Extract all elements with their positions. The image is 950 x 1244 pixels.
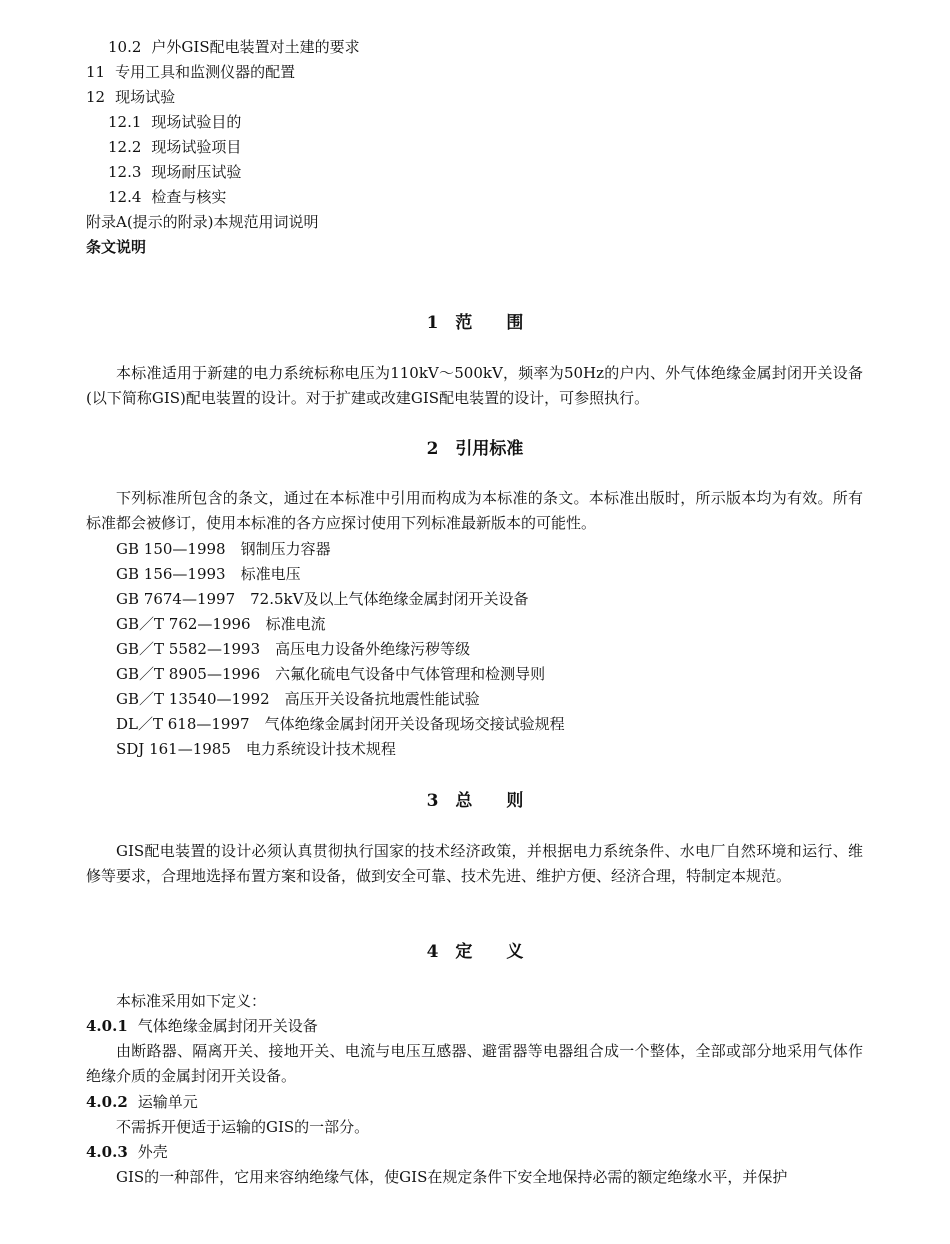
standard-item: GB 7674—1997 72.5kV及以上气体绝缘金属封闭开关设备 bbox=[116, 590, 529, 608]
section-heading: 3 总 则 bbox=[426, 791, 524, 811]
toc-item-appendix[interactable]: 附录A(提示的附录)本规范用词说明 bbox=[86, 213, 319, 231]
section-body: 本标准适用于新建的电力系统标称电压为110kV～500kV，频率为50Hz的户内、外气体绝缘金属封闭开关设备(以下简称GIS)配电装置的设计。对于扩建或改建GIS配电装置的设计，可参照执行。 bbox=[86, 364, 863, 407]
definition-text: 不需拆开便适于运输的GIS的一部分。 bbox=[116, 1118, 370, 1136]
definition-text: GIS的一种部件，它用来容纳绝缘气体，使GIS在规定条件下安全地保持必需的额定绝缘水平，并保护 bbox=[116, 1168, 788, 1186]
toc-item[interactable]: 12.3 现场耐压试验 bbox=[108, 163, 242, 181]
toc-item[interactable]: 10.2 户外GIS配电装置对土建的要求 bbox=[108, 38, 360, 56]
standard-item: SDJ 161—1985 电力系统设计技术规程 bbox=[116, 740, 396, 758]
toc-item[interactable]: 12.1 现场试验目的 bbox=[108, 113, 242, 131]
toc-item[interactable]: 12.4 检查与核实 bbox=[108, 188, 227, 206]
standard-item: GB／T 13540—1992 高压开关设备抗地震性能试验 bbox=[116, 690, 480, 708]
standard-item: DL／T 618—1997 气体绝缘金属封闭开关设备现场交接试验规程 bbox=[116, 715, 565, 733]
section-body: 下列标准所包含的条文，通过在本标准中引用而构成为本标准的条文。本标准出版时，所示版本均为有效。所有标准都会被修订，使用本标准的各方应探讨使用下列标准最新版本的可能性。 bbox=[86, 489, 863, 532]
standard-item: GB／T 762—1996 标准电流 bbox=[116, 615, 326, 633]
toc-item[interactable]: 12.2 现场试验项目 bbox=[108, 138, 242, 156]
definition-text: 由断路器、隔离开关、接地开关、电流与电压互感器、避雷器等电器组合成一个整体，全部或部分地采用气体作绝缘介质的金属封闭开关设备。 bbox=[86, 1042, 863, 1085]
definition-term: 4.0.2 运输单元 bbox=[86, 1093, 198, 1111]
standard-item: GB／T 5582—1993 高压电力设备外绝缘污秽等级 bbox=[116, 640, 471, 658]
definition-term: 4.0.1 气体绝缘金属封闭开关设备 bbox=[86, 1017, 318, 1035]
standard-item: GB 150—1998 钢制压力容器 bbox=[116, 540, 331, 558]
section-heading: 1 范 围 bbox=[426, 313, 524, 333]
section-intro: 本标准采用如下定义： bbox=[116, 992, 267, 1010]
toc-item[interactable]: 12 现场试验 bbox=[86, 88, 176, 106]
section-heading: 2 引用标准 bbox=[426, 439, 524, 459]
toc-item[interactable]: 11 专用工具和监测仪器的配置 bbox=[86, 63, 296, 81]
section-heading: 4 定 义 bbox=[426, 942, 524, 962]
standard-item: GB／T 8905—1996 六氟化硫电气设备中气体管理和检测导则 bbox=[116, 665, 546, 683]
standard-item: GB 156—1993 标准电压 bbox=[116, 565, 301, 583]
toc-item-explanation[interactable]: 条文说明 bbox=[86, 238, 147, 256]
definition-term: 4.0.3 外壳 bbox=[86, 1143, 168, 1161]
section-body: GIS配电装置的设计必须认真贯彻执行国家的技术经济政策，并根据电力系统条件、水电厂自然环境和运行、维修等要求，合理地选择布置方案和设备，做到安全可靠、技术先进、维护方便、经济合理，特制定本规范。 bbox=[86, 842, 863, 885]
